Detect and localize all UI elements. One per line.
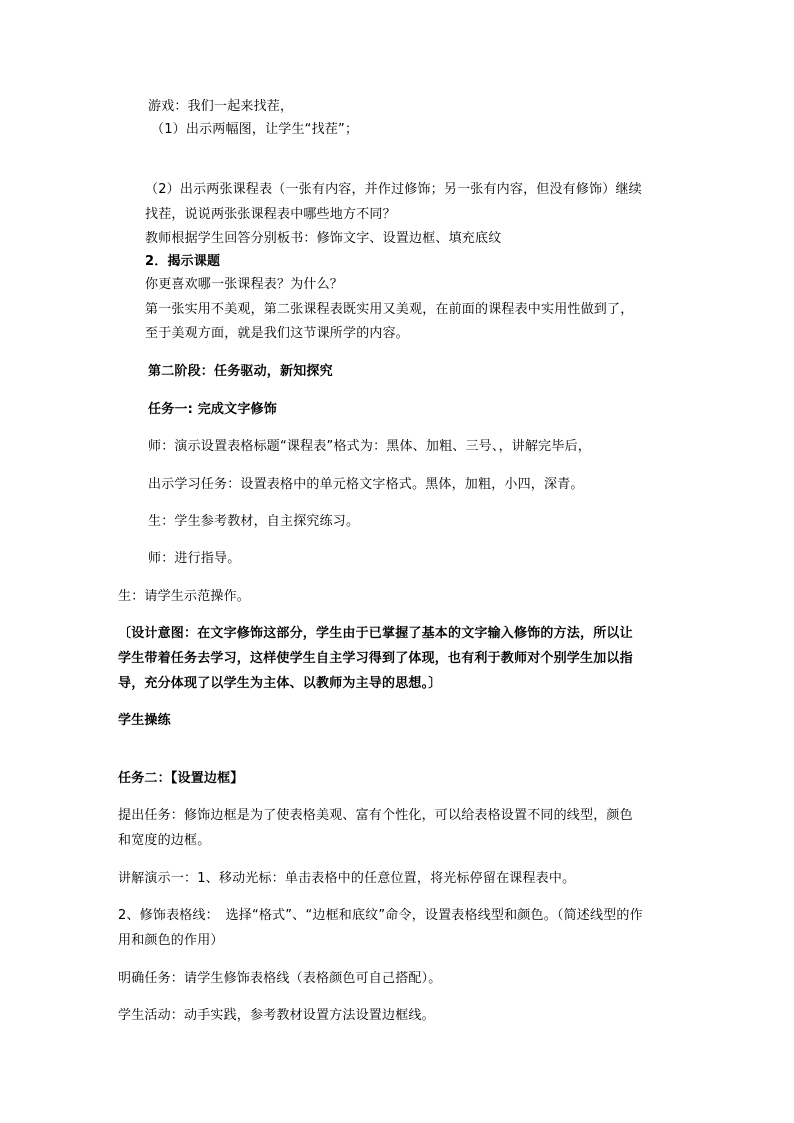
clear-task-line: 明确任务：请学生修饰表格线（表格颜色可自己搭配）。 bbox=[118, 971, 442, 986]
student-practice-line: 生：学生参考教材，自主探究练习。 bbox=[148, 514, 360, 529]
demo-one-line: 讲解演示一：1、移动光标：单击表格中的任意位置，将光标停留在课程表中。 bbox=[118, 871, 576, 886]
student-drill-heading: 学生操练 bbox=[118, 713, 171, 728]
step-2-continued: 找茬，说说两张张课程表中哪些地方不同？ bbox=[145, 207, 396, 222]
border-edit-line-1: 2、修饰表格线： 选择“格式”、“边框和底纹”命令，设置表格线型和颜色。（简述线型的作 bbox=[118, 908, 643, 923]
task-two-intro-line-2: 和宽度的边框。 bbox=[118, 833, 211, 848]
task-two-intro-line-1: 提出任务：修饰边框是为了使表格美观、富有个性化，可以给表格设置不同的线型，颜色 bbox=[118, 808, 633, 823]
step-1-line: （1）出示两幅图，让学生“找茬”； bbox=[151, 122, 359, 137]
student-activity-line: 学生活动：动手实践，参考教材设置方法设置边框线。 bbox=[118, 1008, 435, 1023]
stage-two-heading: 第二阶段：任务驱动，新知探究 bbox=[148, 364, 333, 379]
task-two-heading: 任务二：【设置边框】 bbox=[118, 771, 244, 786]
step-2-line: （2）出示两张课程表（一张有内容，并作过修饰；另一张有内容，但没有修饰）继续 bbox=[145, 182, 642, 197]
teacher-demo-line: 师：演示设置表格标题“课程表”格式为：黑体、加粗、三号、，讲解完毕后， bbox=[148, 439, 591, 454]
design-intent-line-3: 导，充分体现了以学生为主体、以教师为主导的思想。〕 bbox=[118, 676, 442, 691]
reveal-topic-heading: 2．揭示课题 bbox=[145, 254, 221, 269]
border-edit-line-2: 用和颜色的作用） bbox=[118, 933, 224, 948]
student-demo-line: 生：请学生示范操作。 bbox=[118, 589, 251, 604]
answer-line-1: 第一张实用不美观，第二张课程表既实用又美观，在前面的课程表中实用性做到了， bbox=[145, 302, 634, 317]
teacher-guide-line: 师：进行指导。 bbox=[148, 551, 241, 566]
learning-task-line: 出示学习任务：设置表格中的单元格文字格式。黑体，加粗，小四，深青。 bbox=[148, 477, 584, 492]
design-intent-line-1: 〔设计意图：在文字修饰这部分，学生由于已掌握了基本的文字输入修饰的方法，所以让 bbox=[118, 626, 633, 641]
intro-game-line: 游戏：我们一起来找茬， bbox=[148, 99, 294, 114]
design-intent-line-2: 学生带着任务去学习，这样使学生自主学习得到了体现，也有利于教师对个别学生加以指 bbox=[118, 651, 633, 666]
task-one-heading: 任务一: 完成文字修饰 bbox=[148, 402, 277, 417]
answer-line-2: 至于美观方面，就是我们这节课所学的内容。 bbox=[145, 326, 410, 341]
question-line: 你更喜欢哪一张课程表？为什么？ bbox=[145, 277, 344, 292]
teacher-board-line: 教师根据学生回答分别板书：修饰文字、设置边框、填充底纹 bbox=[145, 231, 502, 246]
